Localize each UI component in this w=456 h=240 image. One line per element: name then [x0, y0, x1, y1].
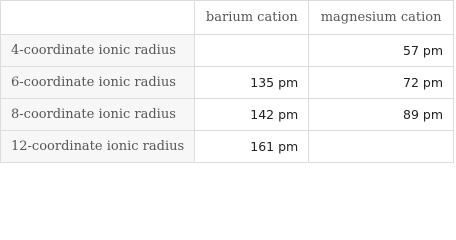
- barium-value: [195, 35, 309, 67]
- row-label: 4-coordinate ionic radius: [1, 35, 195, 67]
- barium-value: 161 pm: [195, 131, 309, 163]
- table-row: [1, 131, 454, 163]
- magnesium-value: 72 pm: [309, 67, 454, 99]
- magnesium-value: [309, 131, 454, 163]
- table-row: [1, 35, 454, 67]
- column-header-barium: barium cation: [195, 1, 309, 35]
- table-header-row: [1, 1, 454, 35]
- magnesium-value: 89 pm: [309, 99, 454, 131]
- row-label: 6-coordinate ionic radius: [1, 67, 195, 99]
- table-row: [1, 99, 454, 131]
- column-header-magnesium: magnesium cation: [309, 1, 454, 35]
- magnesium-value: 57 pm: [309, 35, 454, 67]
- barium-value: 135 pm: [195, 67, 309, 99]
- corner-header-cell: [1, 1, 195, 35]
- table-row: [1, 67, 454, 99]
- row-label: 12-coordinate ionic radius: [1, 131, 195, 163]
- row-label: 8-coordinate ionic radius: [1, 99, 195, 131]
- barium-value: 142 pm: [195, 99, 309, 131]
